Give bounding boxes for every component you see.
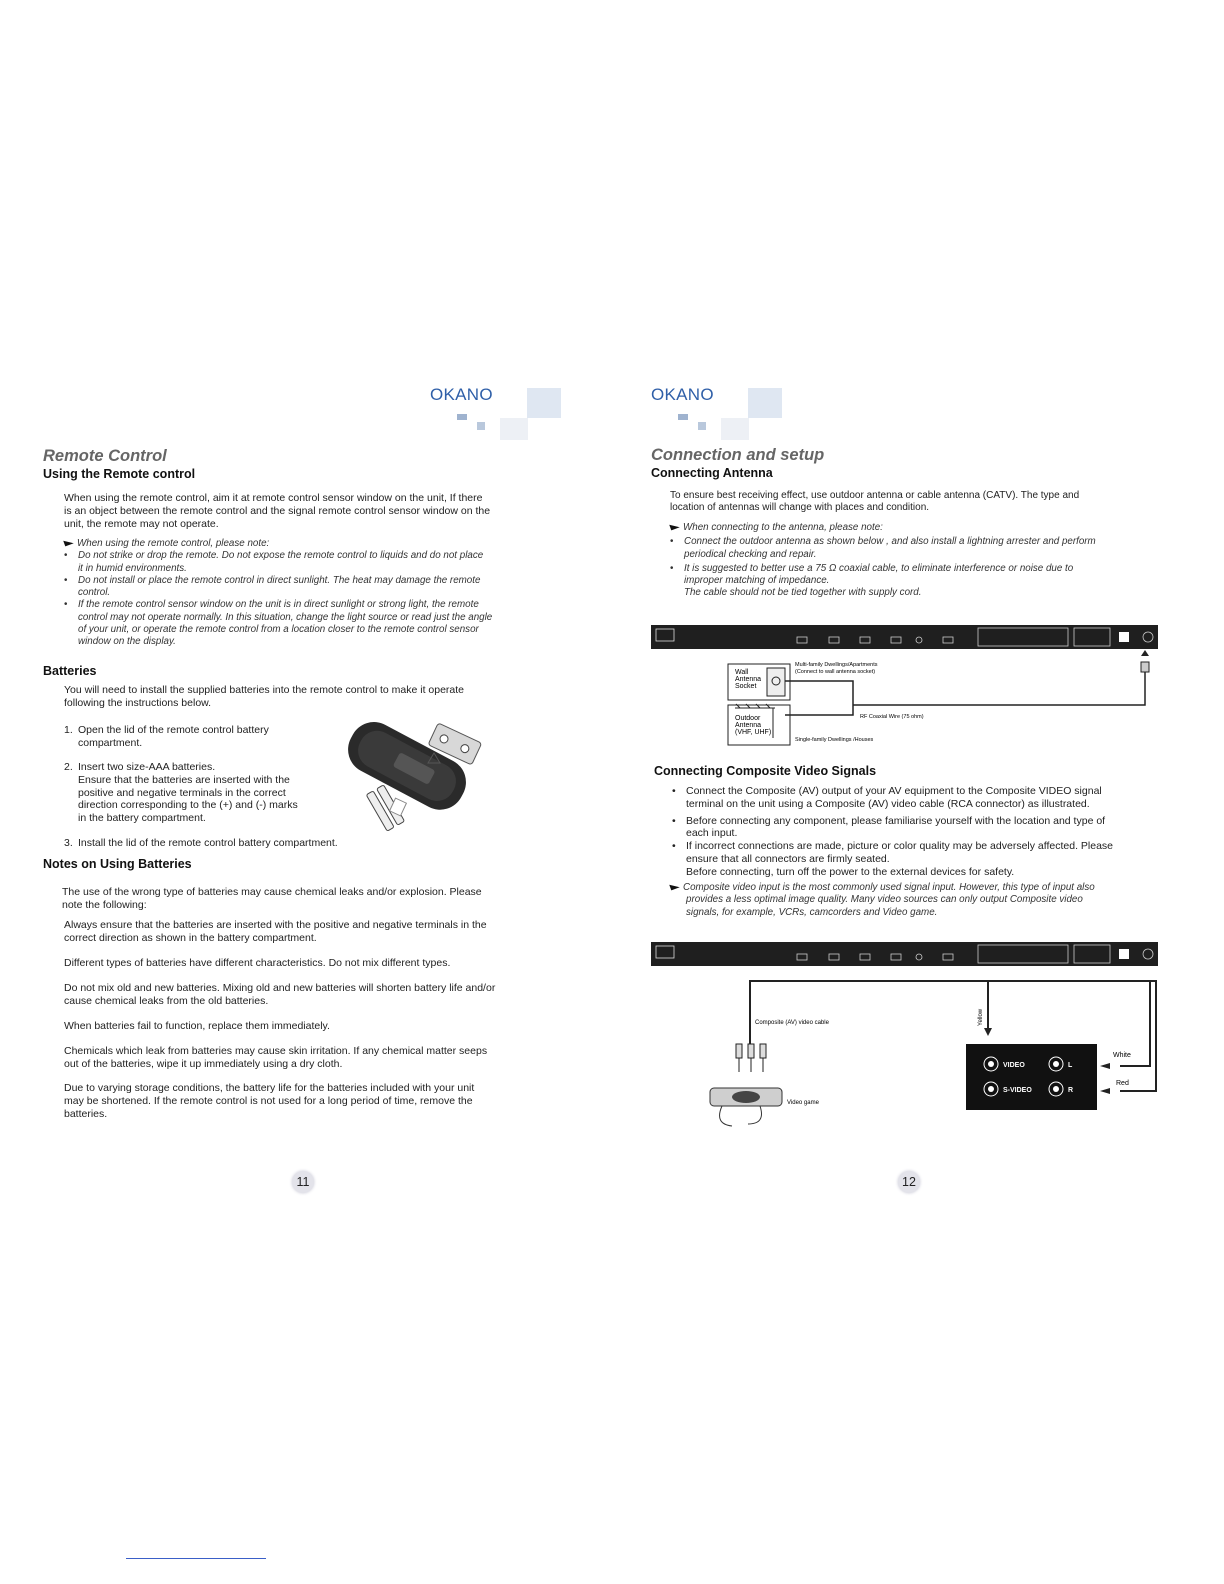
batteries-title: Batteries [43,664,97,678]
composite-bullet [672,815,1162,841]
text-line: it in humid environments. [78,562,187,574]
text-line: • Do not install or place the remote control in direct sunlight. The heat may damage the remote [78,574,481,586]
note-item [64,550,564,575]
text-line: Ensure that the batteries are inserted with the [78,773,290,786]
tv-rear-panel-1 [651,625,1158,649]
antenna-intro [670,490,1150,513]
step-number: 1. [64,724,73,736]
wall-label-1: Wall [735,669,749,676]
text-line: of your unit, or operate the remote control from a location closer to the remote control sensor [78,624,479,636]
text-line: Chemicals which leak from batteries may cause skin irritation. If any chemical matter seeps [64,1045,488,1057]
antenna-notes [670,522,1170,600]
text-line: is an object between the remote control and the signal remote control sensor window on the [64,504,491,517]
text-line: cause chemical leaks from the old batteries. [64,994,269,1007]
battery-step-2 [64,761,334,825]
text-line: improper matching of impedance. [684,575,830,587]
footer-rule [126,1558,266,1559]
note-item [64,575,564,600]
note-item [670,563,1170,600]
right-subtitle: Connecting Antenna [651,466,773,480]
text-line: correct direction as shown in the battery compartment. [64,931,317,944]
notes-batteries-intro [62,886,552,912]
wall-label-2: Antenna [735,676,762,683]
text-line: To ensure best receiving effect, use outdoor antenna or cable antenna (CATV). The type and [670,490,1080,501]
text-line: • Do not strike or drop the remote. Do not expose the remote control to liquids and do not place [78,550,484,562]
text-line: control. [78,587,111,599]
text-line: note the following: [62,898,147,911]
text-line: window on the display. [78,636,176,648]
battery-step-1 [64,724,324,750]
text-line: The cable should not be tied together with supply cord. [684,587,922,599]
text-line: Due to varying storage conditions, the battery life for the batteries included with your unit [64,1082,475,1094]
battery-note [64,1082,554,1120]
battery-note [64,919,554,945]
note-head: When connecting to the antenna, please note: [683,522,883,533]
text-line: provides a less optimal image quality. Many video sources can only output Composite video [686,894,1083,906]
wall-label-3: Socket [735,683,757,690]
battery-note [64,957,554,970]
text-line: batteries. [64,1107,108,1120]
text-line: direction corresponding to the (+) and (-) marks [78,799,298,812]
text-line: may be shortened. If the remote control is not used for a long period of time, remove the [64,1094,473,1107]
text-line: Insert two size-AAA batteries. [78,761,216,773]
text-line: • If the remote control sensor window on the unit is in direct sunlight or strong light, the remote [78,599,479,611]
note-item [670,536,1170,561]
yellow-label: Yellow [978,1008,984,1026]
video-port-label: VIDEO [1003,1062,1025,1069]
text-line: ensure that all connectors are firmly seated. [686,852,890,865]
multi-family-sub: (Connect to wall antenna socket) [795,669,876,675]
multi-family-label: Multi-family Dwellings/Apartments [795,662,878,668]
composite-title: Connecting Composite Video Signals [654,764,877,778]
text-line: following the instructions below. [64,696,212,709]
text-line: location of antennas will change with places and condition. [670,501,930,513]
video-game-label: Video game [787,1100,819,1106]
text-line: out of the batteries, wipe it up immediately using a dry cloth. [64,1057,343,1070]
r-port-label: R [1068,1087,1074,1094]
outdoor-label-2: Antenna [735,722,762,729]
av-cable-label: Composite (AV) video cable [755,1020,829,1026]
battery-note [64,982,554,1008]
text-line: Composite video input is the most commonly used signal input. However, this type of input also [683,882,1095,893]
antenna-connection-diagram [725,650,1165,750]
outdoor-label-3: (VHF, UHF) [735,729,772,736]
tv-rear-panel-2 [651,942,1158,966]
text-line: control may not operate normally. In this situation, change the light source or read just the angle [78,611,493,623]
text-line: • Connect the Composite (AV) output of your AV equipment to the Composite VIDEO signal [686,785,1102,797]
composite-bullet [672,840,1162,878]
text-line: Open the lid of the remote control battery [78,724,269,736]
text-line: When using the remote control, aim it at remote control sensor window on the unit, If there [64,492,483,504]
note-arrow-icon [669,882,680,891]
remote-battery-illustration [320,705,490,840]
text-line: Always ensure that the batteries are inserted with the positive and negative terminals in the [64,919,487,931]
text-line: You will need to install the supplied batteries into the remote control to make it operate [64,684,465,696]
brand-logo-left: OKANO [430,385,493,404]
composite-bullet [672,785,1162,811]
remote-notes [64,538,564,649]
text-line: • Before connecting any component, please familiarise yourself with the location and type of [686,814,1106,827]
white-label: White [1113,1052,1131,1059]
notes-batteries-title: Notes on Using Batteries [43,857,192,871]
step-number: 2. [64,761,73,773]
text-line: each input. [686,827,738,840]
note-arrow-icon [63,538,74,547]
note-head: When using the remote control, please note: [77,538,270,549]
text-line: Before connecting, turn off the power to the external devices for safety. [686,865,1015,878]
text-line: Different types of batteries have different characteristics. Do not mix different types. [64,957,451,969]
text-line: • It is suggested to better use a 75 Ω coaxial cable, to eliminate interference or noise due to [684,562,1074,574]
outdoor-label-1: Outdoor [735,715,761,722]
logo-decoration-left [455,386,565,448]
text-line: unit, the remote may not operate. [64,517,219,530]
composite-bullets [672,785,1162,879]
text-line: Install the lid of the remote control battery compartment. [78,837,338,849]
left-page-title: Remote Control [43,447,167,465]
left-subtitle: Using the Remote control [43,467,196,481]
text-line: periodical checking and repair. [684,548,817,560]
red-label: Red [1116,1080,1129,1087]
text-line: Do not mix old and new batteries. Mixing old and new batteries will shorten battery life and/or [64,982,496,994]
remote-intro [64,492,544,530]
text-line: compartment. [78,736,143,749]
single-family-label: Single-family Dwellings /Houses [795,737,874,743]
note-arrow-icon [669,522,680,531]
battery-note [64,1020,554,1033]
text-line: The use of the wrong type of batteries may cause chemical leaks and/or explosion. Please [62,886,482,898]
svideo-port-label: S-VIDEO [1003,1087,1032,1094]
text-line: When batteries fail to function, replace them immediately. [64,1020,330,1032]
logo-decoration-right [676,386,786,448]
text-line: • If incorrect connections are made, picture or color quality may be adversely affected. Please [686,840,1114,853]
text-line: terminal on the unit using a Composite (AV) video cable (RCA connector) as illustrated. [686,797,1090,810]
battery-note [64,1045,554,1071]
brand-logo-right: OKANO [651,385,714,404]
text-line: positive and negative terminals in the correct [78,786,286,799]
note-item [64,599,564,648]
text-line: in the battery compartment. [78,812,206,825]
text-line: • Connect the outdoor antenna as shown below , and also install a lightning arrester and perform [684,536,1096,548]
page-number-left: 11 [292,1171,314,1193]
l-port-label: L [1068,1062,1073,1069]
right-page-title: Connection and setup [651,446,825,464]
text-line: signals, for example, VCRs, camcorders and Video game. [686,906,938,918]
page-number-right: 12 [898,1171,920,1193]
composite-connection-diagram [700,966,1165,1136]
rf-label: RF Coaxial Wire (75 ohm) [860,714,924,720]
step-number: 3. [64,837,73,849]
composite-note [670,882,1170,919]
